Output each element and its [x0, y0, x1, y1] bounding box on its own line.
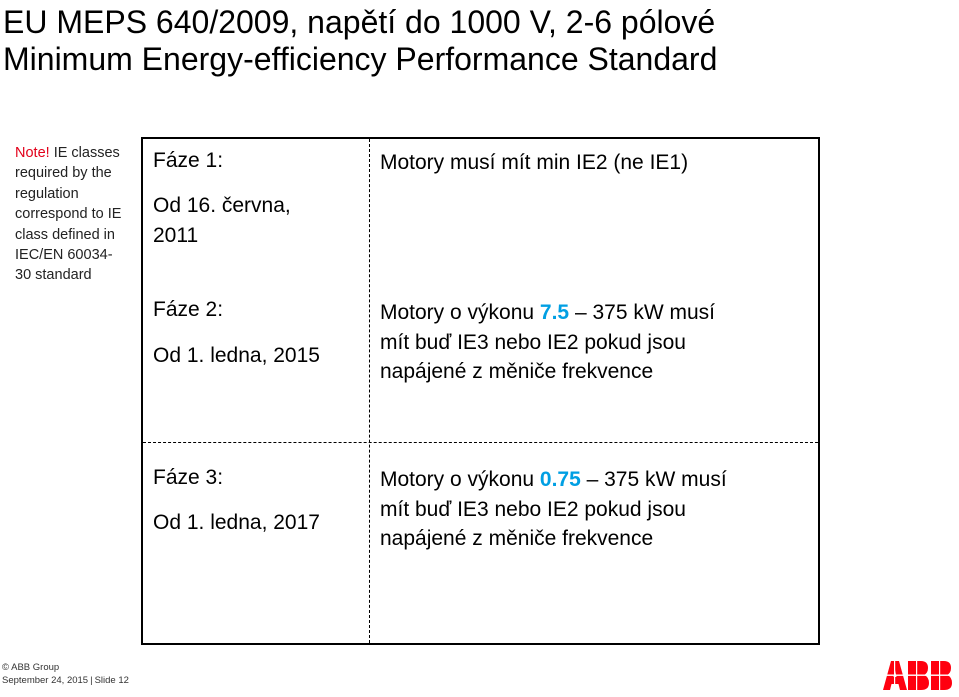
phase-3-desc-line-1: Motory o výkonu 0.75 – 375 kW musí — [380, 468, 727, 491]
phase-1-date-line-1: Od 16. června, — [153, 194, 291, 217]
slide-footer — [2, 661, 129, 687]
regulation-note — [15, 143, 125, 286]
footer-date: September 24, 2015 — [2, 675, 89, 686]
phases-table — [141, 137, 820, 645]
phase-2-description — [380, 298, 810, 387]
phase-2-desc-line-3: napájené z měniče frekvence — [380, 360, 654, 383]
phase-2-desc-line-2: mít buď IE3 nebo IE2 pokud jsou — [380, 330, 686, 354]
row-divider — [143, 442, 818, 443]
title-line-2: Minimum Energy-efficiency Performance Standard — [3, 41, 718, 77]
phase-2-power-min: 7.5 — [539, 301, 570, 324]
phase-3-date: Od 1. ledna, 2017 — [153, 511, 320, 534]
footer-separator: | — [90, 675, 93, 686]
phase-2-date: Od 1. ledna, 2015 — [153, 344, 320, 367]
phase-2-desc-line-1: Motory o výkonu 7.5 – 375 kW musí — [380, 301, 715, 324]
phase-1-date-line-2: 2011 — [153, 224, 199, 247]
title-line-1: EU MEPS 640/2009, napětí do 1000 V, 2-6 pólové — [3, 4, 716, 40]
phase-1-description: Motory musí mít min IE2 (ne IE1) — [380, 151, 689, 174]
footer-slide-number: Slide 12 — [94, 675, 129, 686]
note-text: IE classes required by the regulation correspond to IE class defined in IEC/EN 60034-30 standard — [15, 145, 122, 284]
phase-1-title: Fáze 1: — [153, 149, 224, 172]
phase-3-title: Fáze 3: — [153, 466, 224, 489]
phase-2-title: Fáze 2: — [153, 298, 224, 321]
phase-3-desc-line-2: mít buď IE3 nebo IE2 pokud jsou — [380, 497, 686, 521]
footer-date-slide — [2, 674, 129, 687]
phase-3-power-min: 0.75 — [539, 468, 581, 491]
note-label: Note! — [15, 145, 50, 161]
slide-title — [3, 4, 953, 78]
footer-copyright: © ABB Group — [2, 662, 60, 673]
abb-logo — [883, 660, 953, 691]
phase-3-description — [380, 465, 810, 554]
column-divider — [369, 139, 370, 643]
phase-3-desc-line-3: napájené z měniče frekvence — [380, 527, 654, 550]
